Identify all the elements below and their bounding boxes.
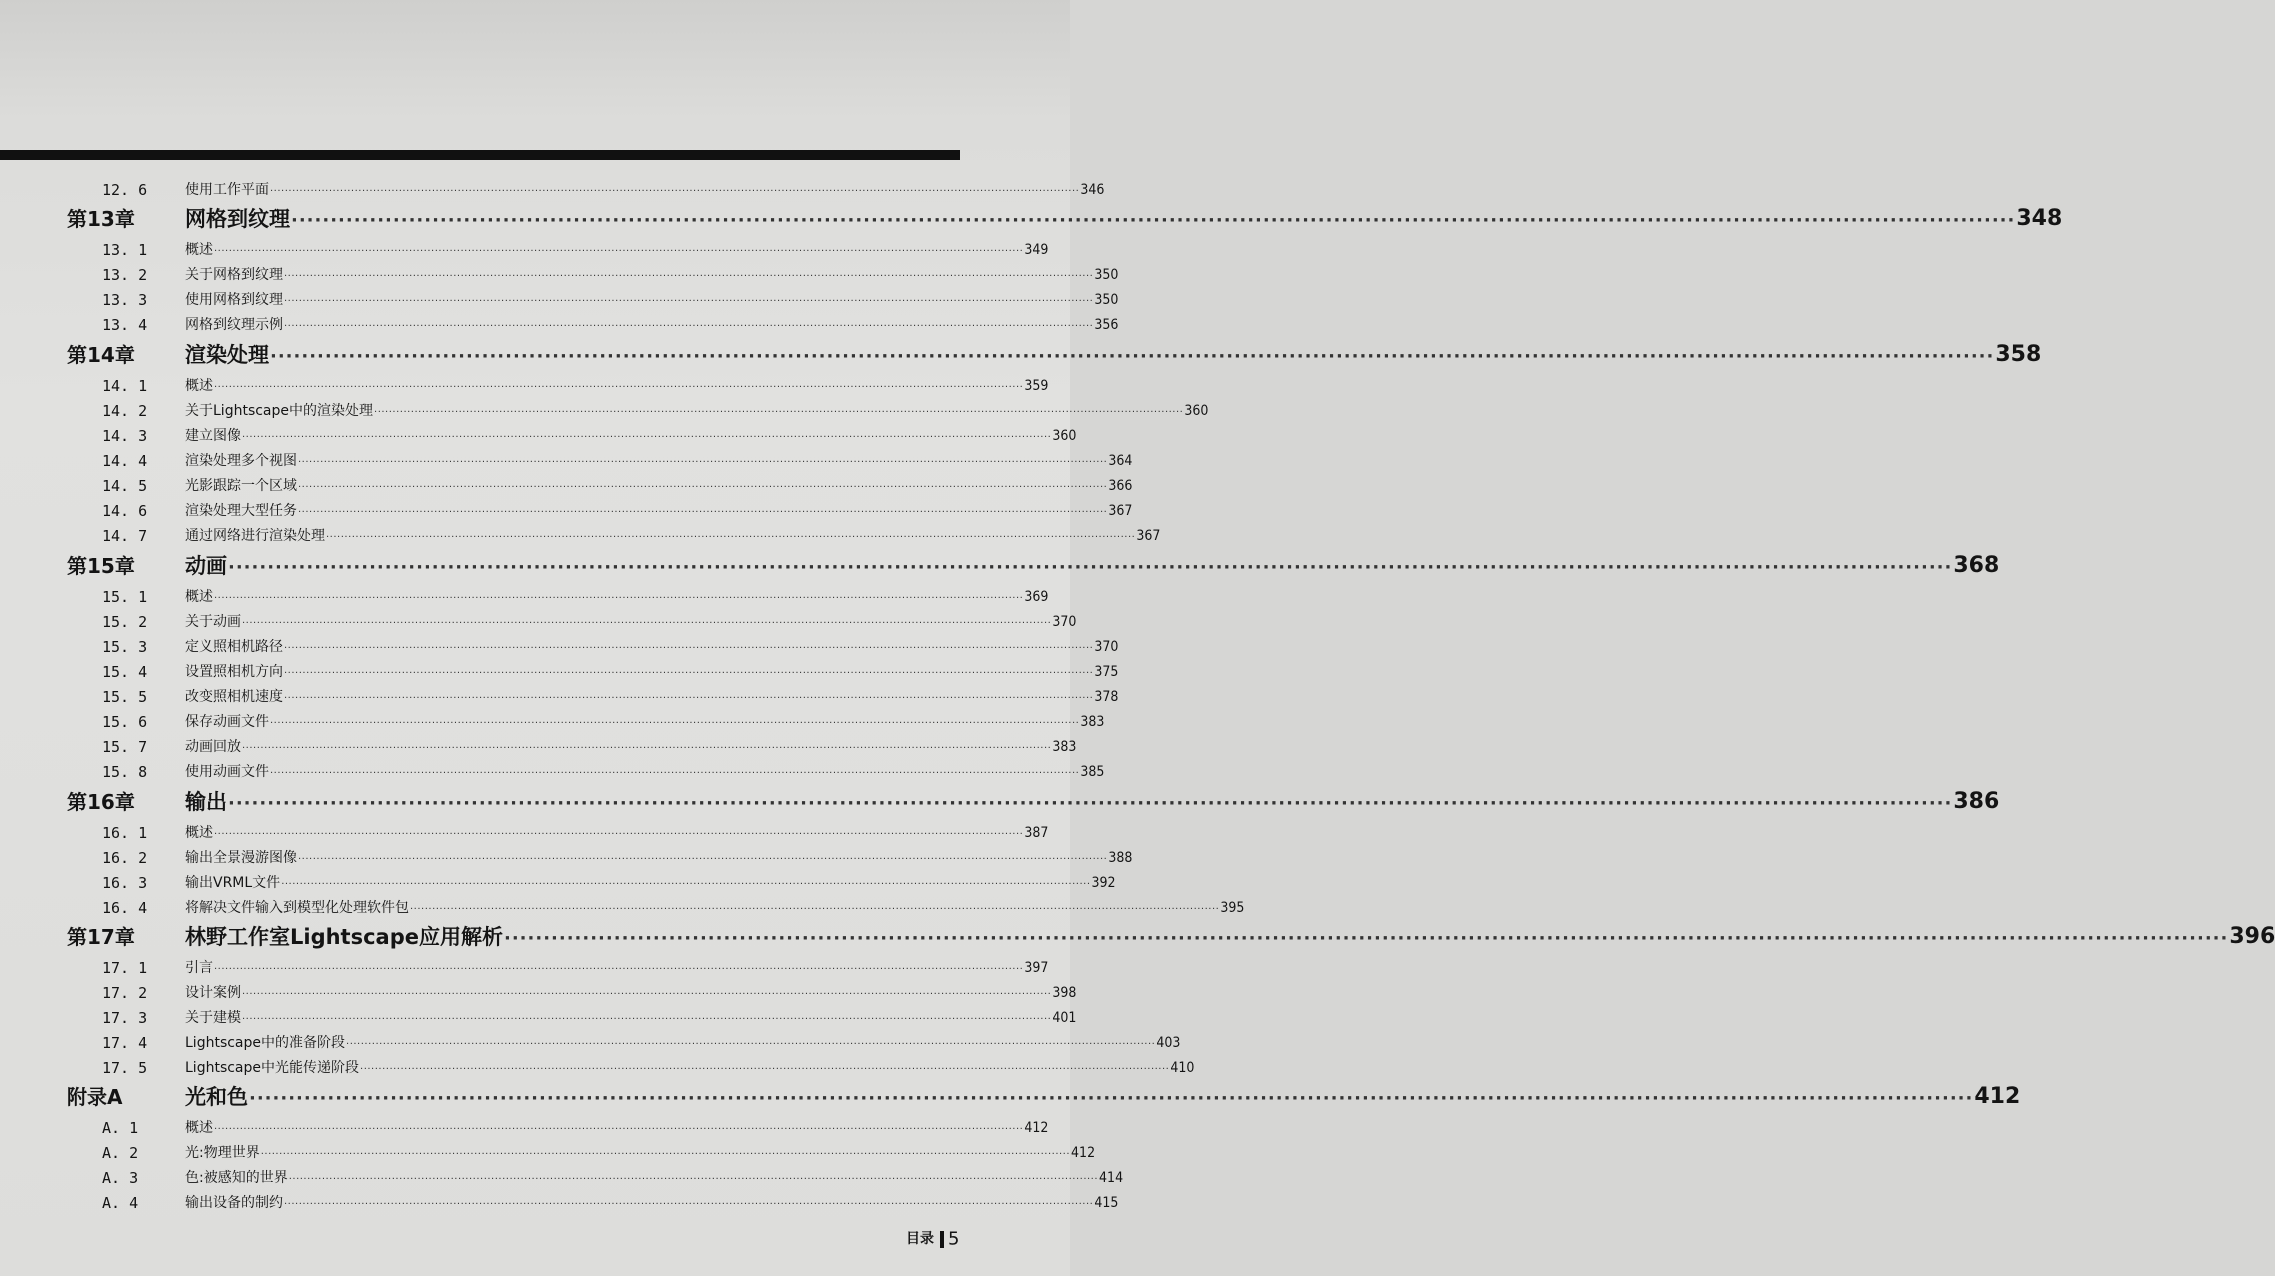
dot-leader: ····························································································································································································································: [242, 1014, 1052, 1025]
section-number: 17. 5: [102, 1059, 148, 1077]
section-title: 将解决文件输入到模型化处理软件包: [185, 900, 409, 916]
section-number: 13. 3: [102, 291, 148, 309]
header-rule: [0, 150, 960, 160]
dot-leader: ····························································································································································································································: [298, 507, 1108, 518]
dot-leader: ····························································································································································································································: [360, 1064, 1170, 1075]
section-title: 定义照相机路径: [185, 639, 283, 655]
section-number: 15. 5: [102, 688, 148, 706]
section-number: 15. 4: [102, 663, 148, 681]
section-title: 色:被感知的世界: [185, 1170, 288, 1186]
section-title: 关于网格到纹理: [185, 267, 283, 283]
dot-leader: ····························································································································································································································: [214, 382, 1024, 393]
dot-leader: ····························································································································································································································: [284, 693, 1094, 704]
section-title: 输出VRML文件: [185, 875, 281, 891]
page-number: 359: [1024, 378, 1049, 394]
dot-leader: ····························································································································································································································: [242, 989, 1052, 1000]
section-title: 渲染处理多个视图: [185, 453, 297, 469]
section-number: 14. 6: [102, 502, 148, 520]
section-title: 输出全景漫游图像: [185, 850, 297, 866]
chapter-number: 第15章: [67, 554, 135, 578]
section-number: 16. 4: [102, 899, 148, 917]
dot-leader: ····························································································································································································································: [270, 186, 1080, 197]
page-number: 392: [1091, 875, 1116, 891]
section-number: 17. 1: [102, 959, 148, 977]
dot-leader: ····························································································································································································································: [228, 557, 1953, 578]
page-number: 370: [1052, 614, 1077, 630]
page-number: 414: [1099, 1170, 1124, 1186]
dot-leader: ····························································································································································································································: [214, 1124, 1024, 1135]
section-title: 设置照相机方向: [185, 664, 283, 680]
page-number: 412: [1974, 1084, 2021, 1109]
section-number: 16. 1: [102, 824, 148, 842]
page-number: 415: [1094, 1195, 1119, 1211]
section-number: 15. 3: [102, 638, 148, 656]
section-number: 15. 8: [102, 763, 148, 781]
dot-leader: ····························································································································································································································: [281, 879, 1091, 890]
page-number: 403: [1156, 1035, 1181, 1051]
page-number: 367: [1136, 528, 1161, 544]
page-number: 370: [1094, 639, 1119, 655]
section-number: 17. 2: [102, 984, 148, 1002]
dot-leader: ····························································································································································································································: [214, 593, 1024, 604]
section-title: 关于动画: [185, 614, 241, 630]
dot-leader: ····························································································································································································································: [284, 296, 1094, 307]
page-number: 350: [1094, 292, 1119, 308]
chapter-title: 渲染处理: [185, 343, 269, 367]
dot-leader: ····························································································································································································································: [284, 1199, 1094, 1210]
section-title: Lightscape中的准备阶段: [185, 1035, 346, 1051]
dot-leader: ····························································································································································································································: [410, 904, 1220, 915]
page-number: 346: [1080, 182, 1105, 198]
section-title: 通过网络进行渲染处理: [185, 528, 325, 544]
section-number: A. 3: [102, 1169, 139, 1187]
page-number: 387: [1024, 825, 1049, 841]
chapter-title: 输出: [185, 790, 227, 814]
chapter-number: 附录A: [67, 1085, 123, 1109]
page-number: 378: [1094, 689, 1119, 705]
page-number: 398: [1052, 985, 1077, 1001]
page-number: 412: [1071, 1145, 1096, 1161]
section-title: 改变照相机速度: [185, 689, 283, 705]
dot-leader: ····························································································································································································································: [288, 1174, 1099, 1185]
section-number: 13. 2: [102, 266, 148, 284]
footer-label: 目录: [906, 1231, 934, 1247]
section-title: 输出设备的制约: [185, 1195, 283, 1211]
page-number: 397: [1024, 960, 1049, 976]
section-number: 14. 3: [102, 427, 148, 445]
page-number: 360: [1184, 403, 1209, 419]
dot-leader: ····························································································································································································································: [214, 829, 1024, 840]
page-number: 350: [1094, 267, 1119, 283]
page-number: 368: [1953, 553, 2000, 578]
section-title: 使用网格到纹理: [185, 292, 283, 308]
section-title: 使用动画文件: [185, 764, 269, 780]
section-number: 14. 2: [102, 402, 148, 420]
page-number: 412: [1024, 1120, 1049, 1136]
dot-leader: ····························································································································································································································: [270, 346, 1995, 367]
page-number: 383: [1080, 714, 1105, 730]
chapter-number: 第16章: [67, 790, 135, 814]
section-title: 关于建模: [185, 1010, 241, 1026]
section-number: 17. 3: [102, 1009, 148, 1027]
dot-leader: ····························································································································································································································: [214, 964, 1024, 975]
footer-page-number: 5: [948, 1228, 960, 1250]
page-number: 375: [1094, 664, 1119, 680]
section-title: 概述: [185, 589, 213, 605]
section-title: 关于Lightscape中的渲染处理: [185, 403, 374, 419]
section-number: 15. 1: [102, 588, 148, 606]
section-number: 16. 2: [102, 849, 148, 867]
page-number: 366: [1108, 478, 1133, 494]
dot-leader: ····························································································································································································································: [242, 618, 1052, 629]
dot-leader: ····························································································································································································································: [228, 793, 1953, 814]
chapter-number: 第14章: [67, 343, 135, 367]
dot-leader: ····························································································································································································································: [298, 854, 1108, 865]
page-number: 385: [1080, 764, 1105, 780]
chapter-number: 第13章: [67, 207, 135, 231]
page-number: 383: [1052, 739, 1077, 755]
section-number: 14. 5: [102, 477, 148, 495]
dot-leader: ····························································································································································································································: [298, 482, 1108, 493]
dot-leader: ····························································································································································································································: [326, 532, 1136, 543]
dot-leader: ····························································································································································································································: [504, 928, 2229, 949]
section-title: 光:物理世界: [185, 1145, 260, 1161]
dot-leader: ····························································································································································································································: [270, 718, 1080, 729]
section-number: 13. 4: [102, 316, 148, 334]
section-number: 15. 7: [102, 738, 148, 756]
section-title: 概述: [185, 1120, 213, 1136]
section-number: A. 2: [102, 1144, 139, 1162]
page-number: 386: [1953, 789, 2000, 814]
chapter-title: 网格到纹理: [185, 207, 290, 231]
footer-bar: [940, 1231, 944, 1248]
section-title: 渲染处理大型任务: [185, 503, 297, 519]
section-title: 网格到纹理示例: [185, 317, 283, 333]
dot-leader: ····························································································································································································································: [242, 432, 1052, 443]
section-number: 16. 3: [102, 874, 148, 892]
page-number: 356: [1094, 317, 1119, 333]
section-number: A. 4: [102, 1194, 139, 1212]
section-number: 15. 2: [102, 613, 148, 631]
chapter-title: 动画: [185, 554, 227, 578]
dot-leader: ····························································································································································································································: [242, 743, 1052, 754]
section-number: 14. 1: [102, 377, 148, 395]
section-title: 动画回放: [185, 739, 241, 755]
dot-leader: ····························································································································································································································: [291, 210, 2016, 231]
section-title: 光影跟踪一个区域: [185, 478, 297, 494]
section-title: Lightscape中光能传递阶段: [185, 1060, 360, 1076]
section-number: 17. 4: [102, 1034, 148, 1052]
section-number: 13. 1: [102, 241, 148, 259]
dot-leader: ····························································································································································································································: [284, 668, 1094, 679]
dot-leader: ····························································································································································································································: [214, 246, 1024, 257]
section-title: 概述: [185, 825, 213, 841]
dot-leader: ····························································································································································································································: [284, 321, 1094, 332]
section-number: 12. 6: [102, 181, 148, 199]
dot-leader: ····························································································································································································································: [374, 407, 1184, 418]
dot-leader: ····························································································································································································································: [249, 1088, 1974, 1109]
page-footer: [906, 1228, 959, 1250]
section-number: 14. 4: [102, 452, 148, 470]
chapter-title: 光和色: [185, 1085, 248, 1109]
page-number: 395: [1220, 900, 1245, 916]
dot-leader: ····························································································································································································································: [284, 643, 1094, 654]
chapter-number: 第17章: [67, 925, 135, 949]
chapter-title: 林野工作室Lightscape应用解析: [185, 925, 503, 949]
dot-leader: ····························································································································································································································: [346, 1039, 1156, 1050]
dot-leader: ····························································································································································································································: [260, 1149, 1071, 1160]
section-title: 保存动画文件: [185, 714, 269, 730]
page-number: 396: [2229, 924, 2275, 949]
page-number: 360: [1052, 428, 1077, 444]
page-number: 401: [1052, 1010, 1077, 1026]
page-number: 348: [2016, 206, 2063, 231]
page-number: 358: [1995, 342, 2042, 367]
page-number: 410: [1170, 1060, 1195, 1076]
page-number: 388: [1108, 850, 1133, 866]
page-number: 349: [1024, 242, 1049, 258]
page-number: 369: [1024, 589, 1049, 605]
dot-leader: ····························································································································································································································: [298, 457, 1108, 468]
dot-leader: ····························································································································································································································: [270, 768, 1080, 779]
section-title: 引言: [185, 960, 213, 976]
section-title: 建立图像: [185, 428, 241, 444]
section-title: 设计案例: [185, 985, 241, 1001]
section-title: 概述: [185, 378, 213, 394]
section-number: 14. 7: [102, 527, 148, 545]
dot-leader: ····························································································································································································································: [284, 271, 1094, 282]
section-number: 15. 6: [102, 713, 148, 731]
section-title: 使用工作平面: [185, 182, 269, 198]
page-number: 364: [1108, 453, 1133, 469]
section-number: A. 1: [102, 1119, 139, 1137]
page-number: 367: [1108, 503, 1133, 519]
section-title: 概述: [185, 242, 213, 258]
